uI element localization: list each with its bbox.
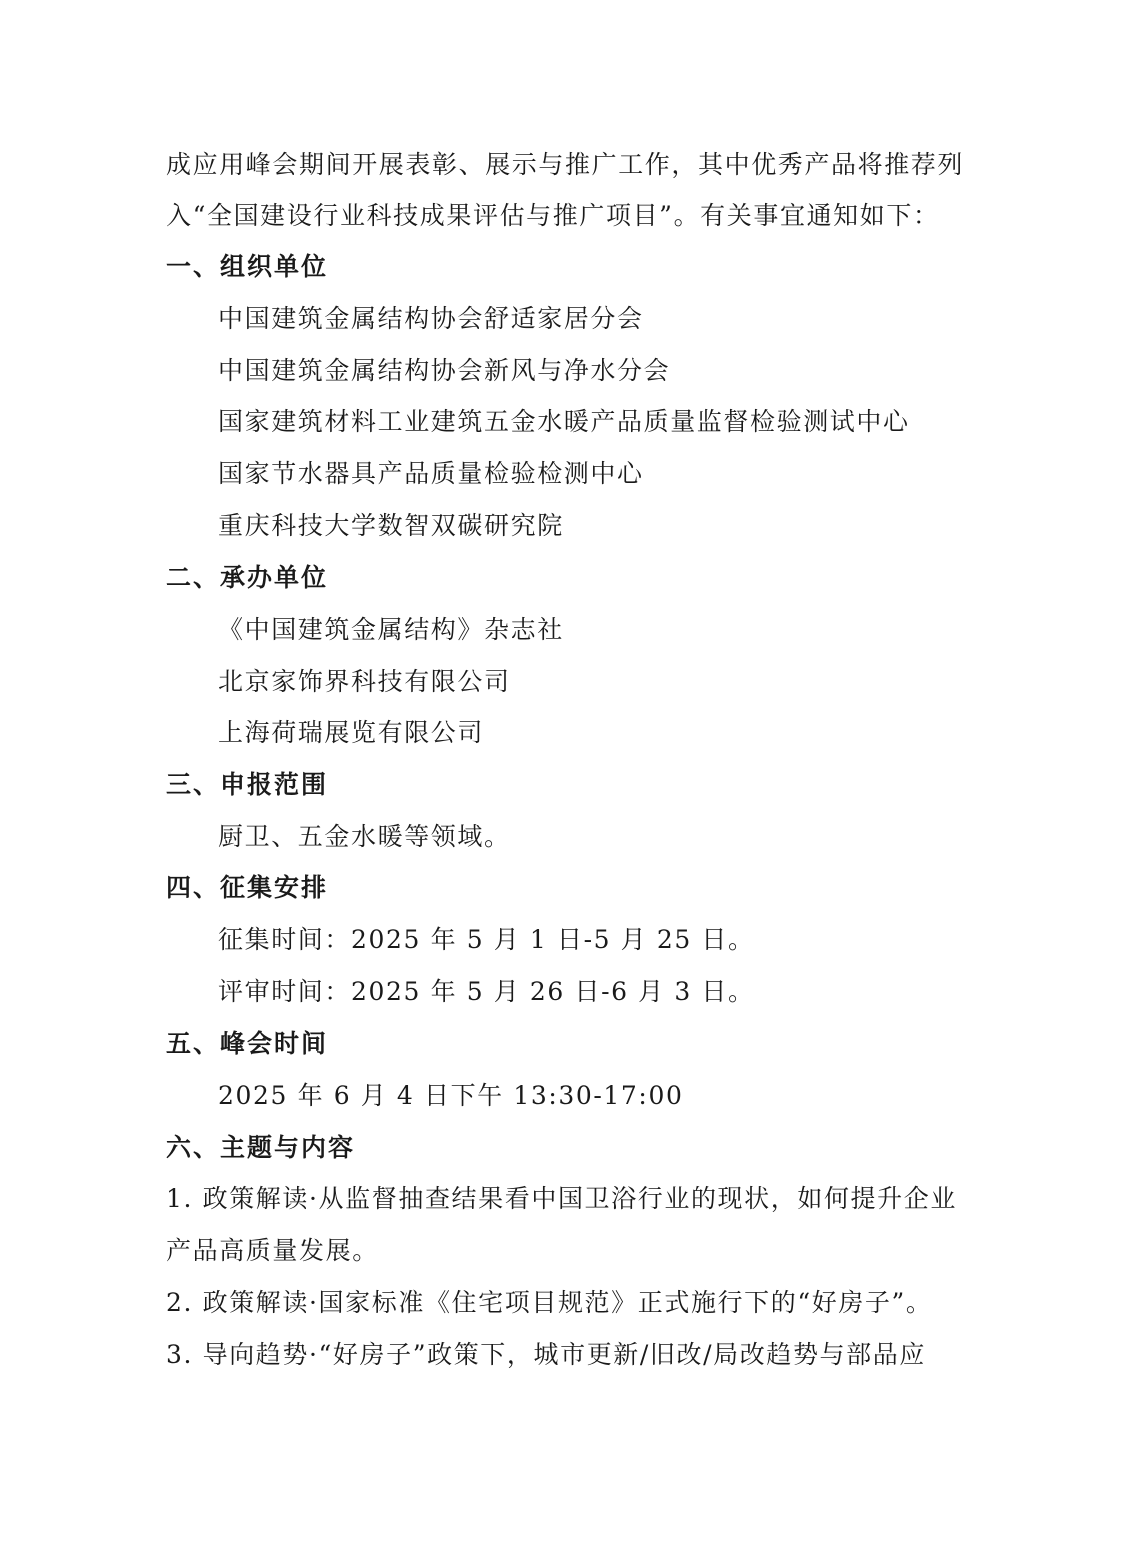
organizer-item: 重庆科技大学数智双碳研究院 [218, 511, 564, 540]
section-heading-summit-time: 五、峰会时间 [166, 1029, 329, 1058]
organizer-item: 国家节水器具产品质量检验检测中心 [218, 459, 644, 488]
host-item: 北京家饰界科技有限公司 [218, 667, 511, 696]
schedule-item: 评审时间：2025 年 5 月 26 日-6 月 3 日。 [218, 977, 755, 1006]
organizer-item: 中国建筑金属结构协会舒适家居分会 [218, 304, 644, 333]
topic-item-1-line-2: 产品高质量发展。 [166, 1236, 379, 1265]
host-item: 上海荷瑞展览有限公司 [218, 718, 485, 747]
section-heading-schedule: 四、征集安排 [166, 873, 329, 902]
section-heading-scope: 三、申报范围 [166, 770, 329, 799]
section-heading-hosts: 二、承办单位 [166, 563, 329, 592]
topic-item-1-line-1: 1. 政策解读·从监督抽查结果看中国卫浴行业的现状，如何提升企业 [166, 1184, 957, 1213]
host-item: 《中国建筑金属结构》杂志社 [218, 615, 564, 644]
organizer-item: 国家建筑材料工业建筑五金水暖产品质量监督检验测试中心 [218, 407, 910, 436]
section-heading-organizers: 一、组织单位 [166, 252, 329, 281]
scope-item: 厨卫、五金水暖等领域。 [218, 822, 511, 851]
topic-item-3: 3. 导向趋势·“好房子”政策下，城市更新/旧改/局改趋势与部品应 [166, 1340, 926, 1369]
topic-item-2: 2. 政策解读·国家标准《住宅项目规范》正式施行下的“好房子”。 [166, 1288, 933, 1317]
summit-time-item: 2025 年 6 月 4 日下午 13:30-17:00 [218, 1081, 684, 1110]
section-heading-topics: 六、主题与内容 [166, 1133, 356, 1162]
intro-line-2: 入“全国建设行业科技成果评估与推广项目”。有关事宜通知如下： [166, 201, 940, 230]
schedule-item: 征集时间：2025 年 5 月 1 日-5 月 25 日。 [218, 925, 755, 954]
organizer-item: 中国建筑金属结构协会新风与净水分会 [218, 356, 671, 385]
intro-line-1: 成应用峰会期间开展表彰、展示与推广工作，其中优秀产品将推荐列 [166, 150, 965, 179]
